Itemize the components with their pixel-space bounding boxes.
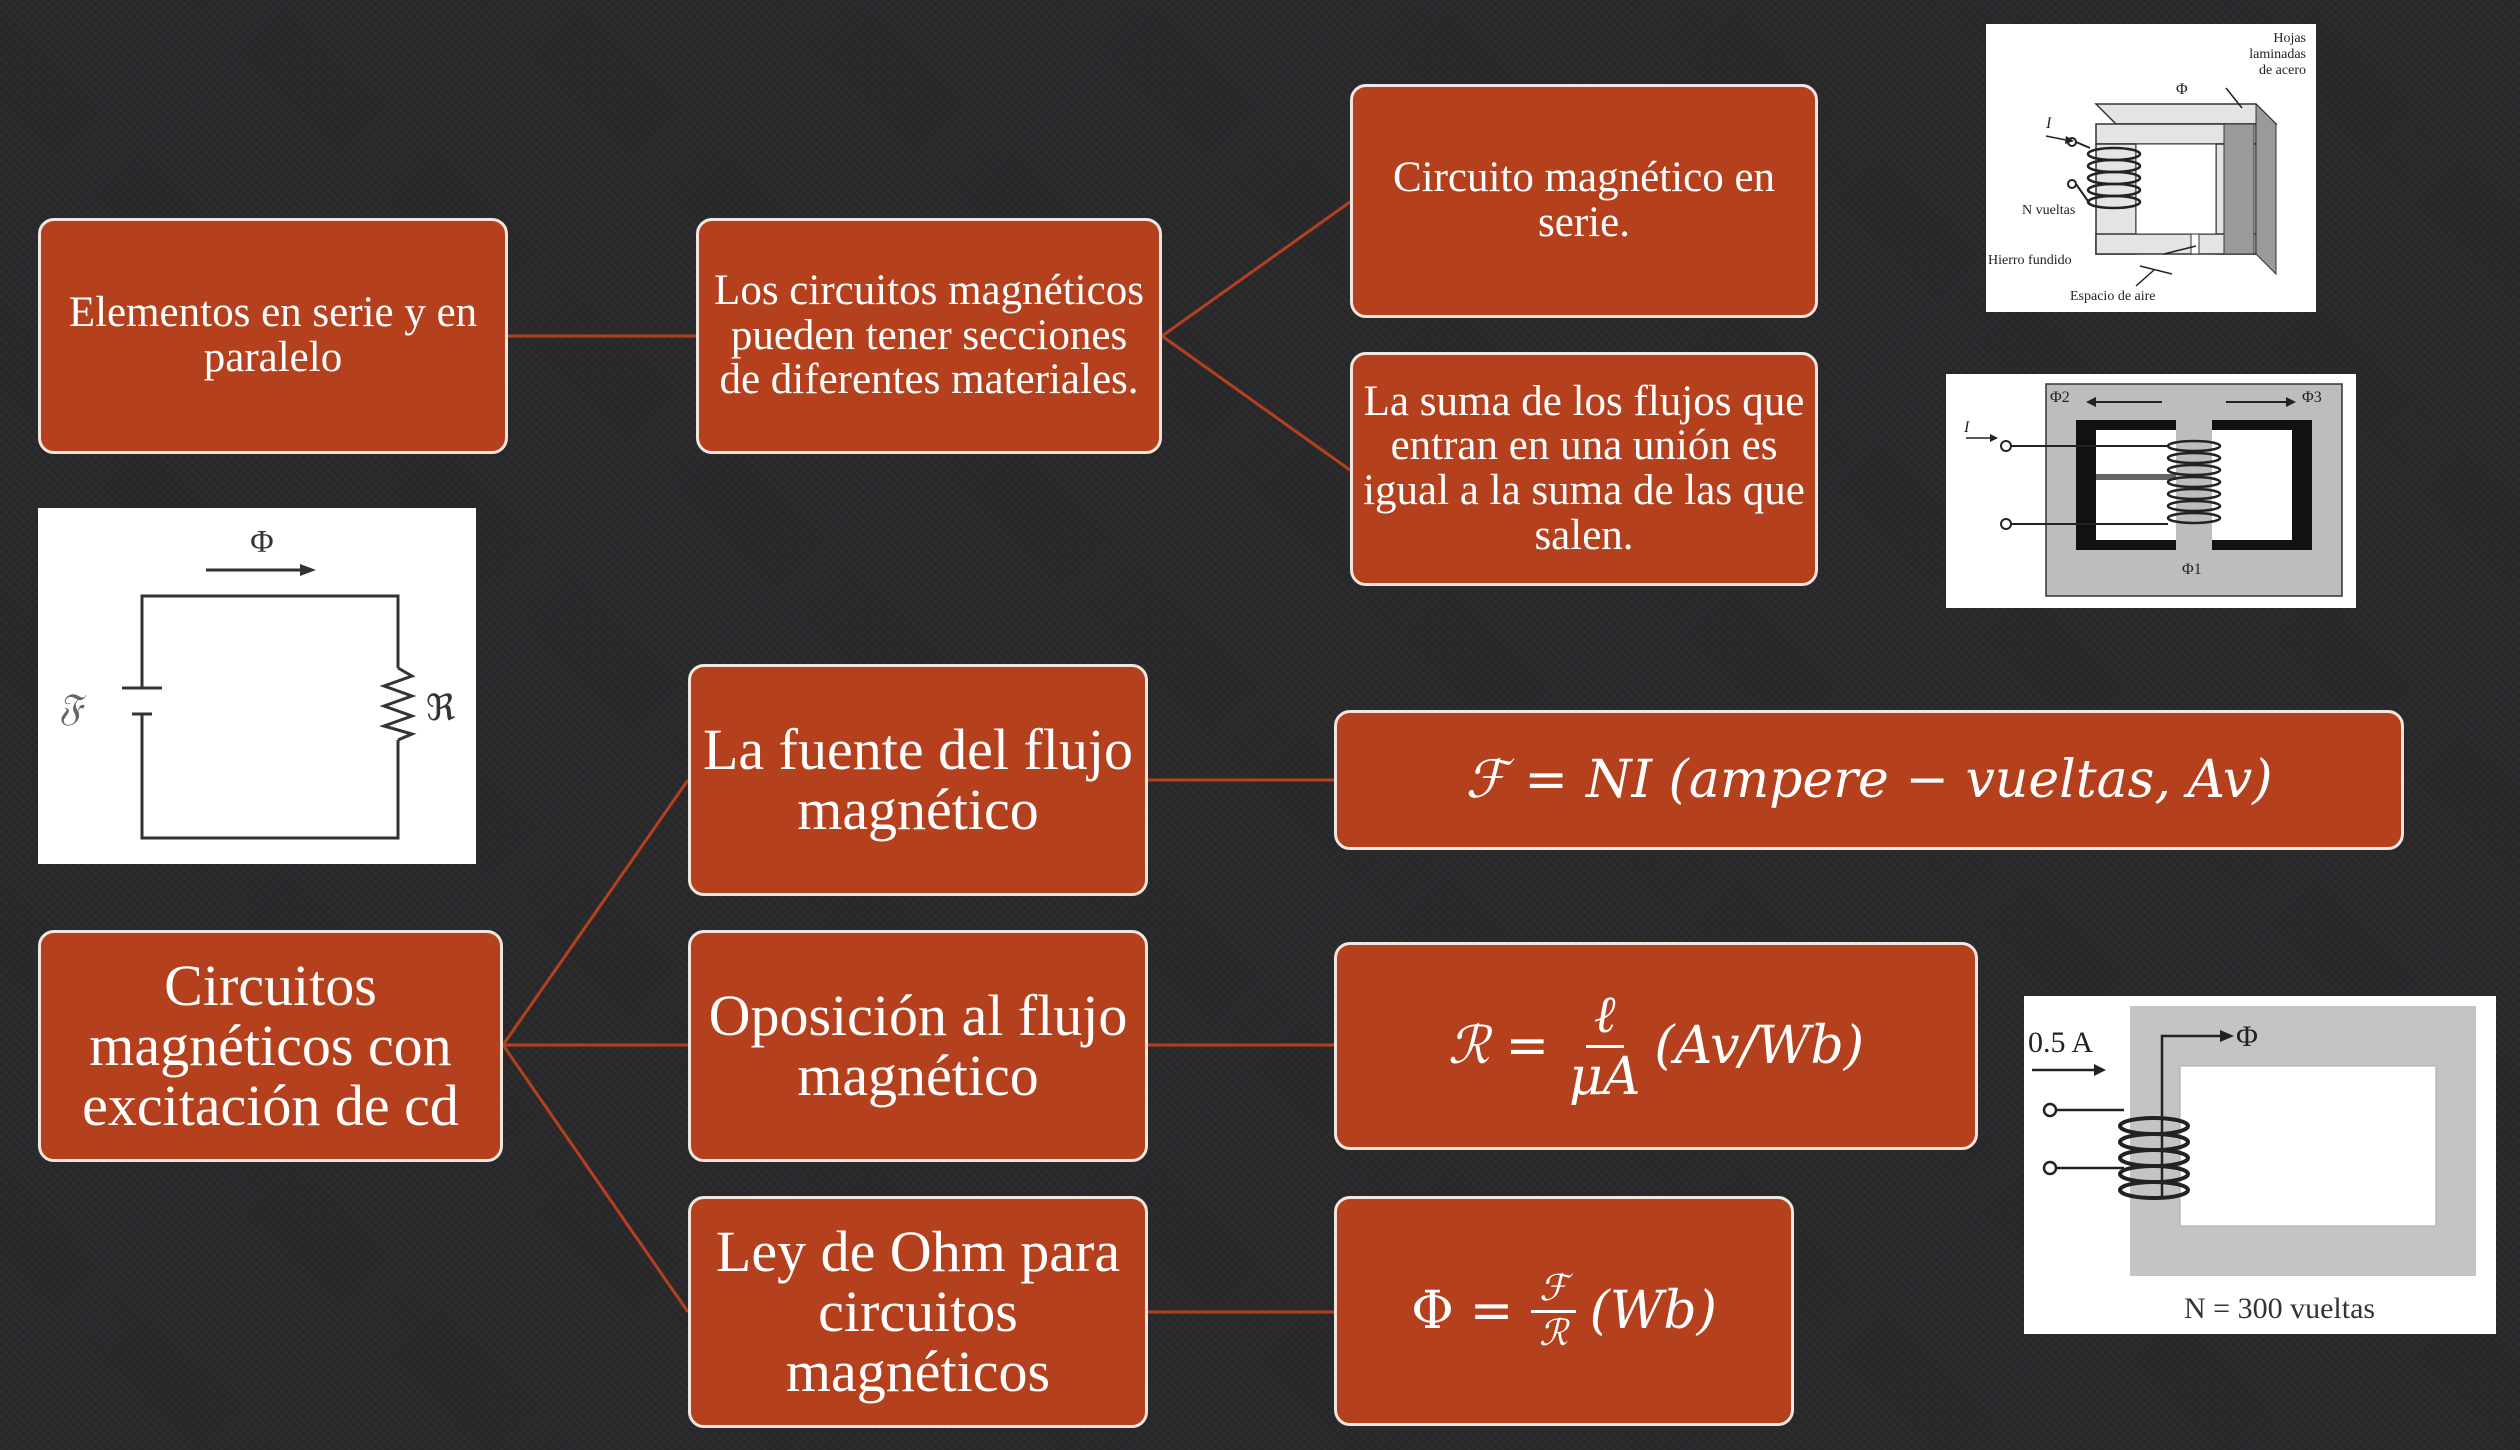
formula-mmf-rhs: NI (ampere − vueltas, Av) [1585,749,2273,810]
label-air-gap: Espacio de aire [2070,289,2156,304]
figure-parallel-core [1946,374,2356,608]
formula-mmf [1334,710,2404,850]
label-phi3: Φ3 [2302,389,2322,406]
node-ohm-law [688,1196,1148,1428]
connector-dc-source [503,780,688,1045]
node-sections-text: Los circuitos magnéticos pueden tener secciones de diferentes materiales. [714,266,1144,404]
formula-reluctance-fraction [1569,985,1641,1107]
node-dc-circuits [38,930,503,1162]
node-dc-circuits-text: Circuitos magnéticos con excitación de cd [82,952,459,1139]
node-flux-source-text: La fuente del flujo magnético [703,716,1133,842]
formula-flux-den: ℛ [1539,1312,1568,1354]
formula-flux-eq: = [1469,1280,1514,1341]
formula-reluctance-num: ℓ [1586,988,1624,1047]
label-circuit-flux: Φ [250,523,274,559]
connector-dc-ohm [503,1045,688,1312]
formula-mmf-lhs: ℱ [1465,749,1507,810]
node-series-parallel-text: Elementos en serie y en paralelo [68,289,478,381]
figure-coil-core [2024,996,2496,1334]
formula-mmf-eq: = [1524,749,1568,810]
formula-reluctance-eq: = [1505,1015,1550,1076]
label-core-flux: Φ [2176,81,2188,98]
node-series-circuit-text: Circuito magnético en serie. [1392,154,1776,246]
label-core-turns: N vueltas [2022,203,2076,218]
label-phi1: Φ1 [2182,561,2202,578]
formula-flux-lhs: Φ [1411,1280,1454,1341]
formula-reluctance-lhs: ℛ [1447,1015,1490,1076]
figure-simple-circuit [38,508,476,864]
formula-reluctance-den: μA [1569,1046,1641,1107]
node-ohm-law-text: Ley de Ohm para circuitos magnéticos [715,1218,1121,1405]
node-opposition-text: Oposición al flujo magnético [708,982,1128,1108]
label-coil-current: 0.5 A [2028,1026,2094,1059]
label-parallel-current: I [1964,419,1970,436]
formula-flux-unit: (Wb) [1589,1280,1717,1341]
connector-sections-flux [1162,336,1350,470]
formula-flux [1334,1196,1794,1426]
label-coil-flux: Φ [2236,1020,2258,1053]
formula-flux-fraction [1531,1270,1575,1352]
figure-laminated-core [1986,24,2316,312]
formula-flux-num: ℱ [1531,1270,1575,1312]
node-flux-sum-text: La suma de los flujos que entran en una unión es igual a la suma de las que salen. [1363,377,1805,559]
node-sections [696,218,1162,454]
node-opposition [688,930,1148,1162]
label-core-current: I [2046,115,2052,132]
svg-text:de acero: de acero [2258,63,2306,78]
label-cast-iron: Hierro fundido [1988,253,2072,268]
node-flux-sum [1350,352,1818,586]
svg-text:laminadas: laminadas [2249,47,2306,62]
label-circuit-reluctance: ℜ [426,688,456,728]
label-sheets: Hojas [2273,31,2306,46]
label-phi2: Φ2 [2050,389,2070,406]
node-series-parallel [38,218,508,454]
label-circuit-mmf: 𝔉 [58,687,83,729]
connector-sections-series [1162,202,1350,336]
formula-reluctance-unit: (Av/Wb) [1654,1015,1865,1076]
node-flux-source [688,664,1148,896]
formula-reluctance [1334,942,1978,1150]
label-coil-turns: N = 300 vueltas [2184,1292,2376,1325]
node-series-circuit [1350,84,1818,318]
